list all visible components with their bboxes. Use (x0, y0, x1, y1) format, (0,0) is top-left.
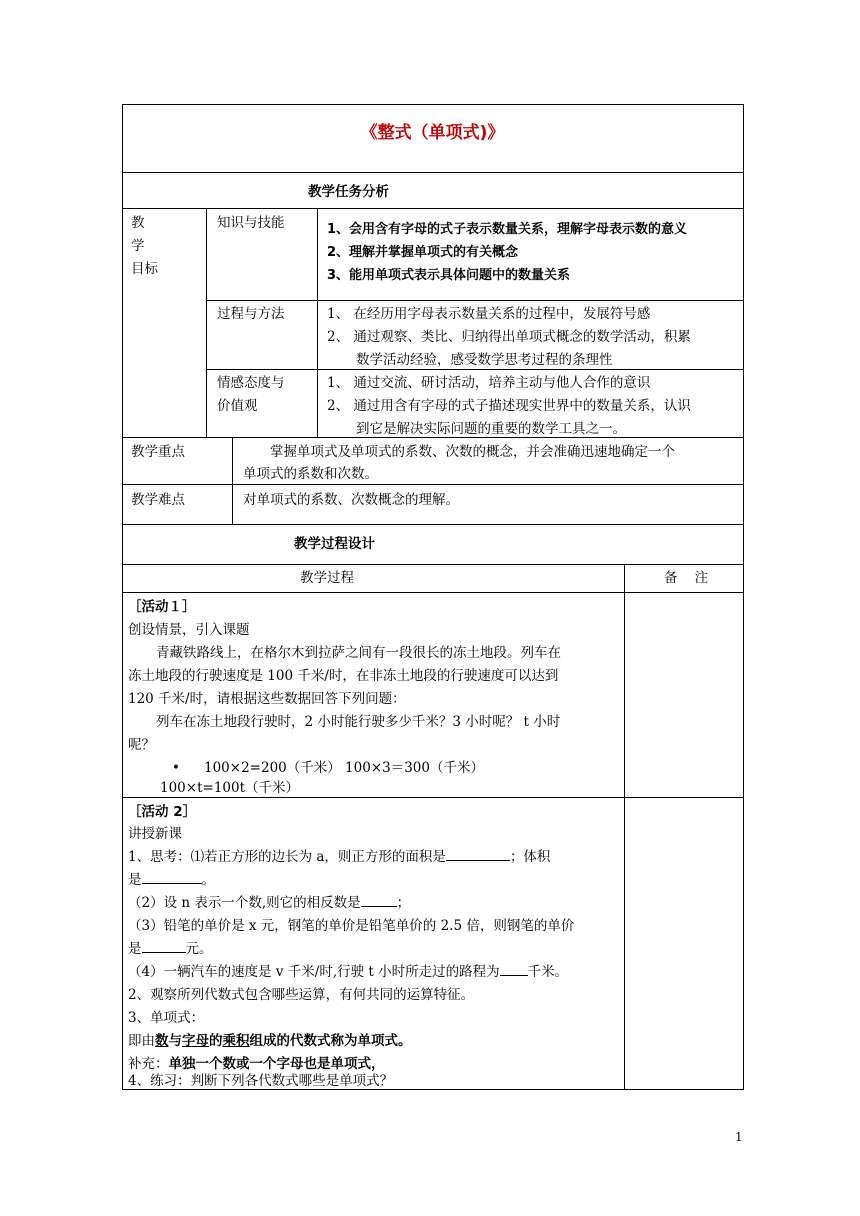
knowledge-item-3: 3、能用单项式表示具体问题中的数量关系 (327, 268, 571, 283)
def-product: 乘积 (222, 1033, 250, 1049)
activity2-line-8: 2、观察所列代数式包含哪些运算，有何共同的运算特征。 (128, 987, 475, 1003)
q2-blank (361, 892, 397, 907)
def-of: 的 (209, 1033, 223, 1049)
key-point-line-1: 掌握单项式及单项式的系数、次数的概念，并会准确迅速地确定一个 (270, 444, 675, 460)
activity2-line-10 (128, 1030, 412, 1053)
objectives-label-1: 教 (131, 215, 145, 231)
q1-volume-suffix: 。 (201, 872, 215, 888)
emotion-label-2: 价值观 (217, 398, 258, 414)
def-letter: 字母 (182, 1033, 209, 1049)
emotion-label-1: 情感态度与 (217, 375, 285, 391)
q1-area-blank (446, 846, 510, 861)
process-item-2-cont: 数学活动经验，感受数学思考过程的条理性 (356, 352, 613, 368)
supplement-text: 单独一个数或一个字母也是单项式， (168, 1056, 385, 1072)
activity2-line-1: 讲授新课 (128, 826, 182, 842)
q3-suffix: 元。 (185, 941, 213, 957)
activity2-line-9: 3、单项式： (128, 1010, 205, 1026)
emotion-item-2-cont: 到它是解决实际问题的重要的数学工具之一。 (356, 421, 626, 437)
section-task-analysis: 教学任务分析 (308, 184, 389, 200)
def-rest: 组成的代数式称为单项式。 (249, 1033, 412, 1049)
activity1-line-5: 列车在冻土地段行驶时，2 小时能行驶多少千米？3 小时呢？ t 小时 (156, 714, 561, 730)
q4-suffix: 千米。 (527, 964, 569, 980)
objectives-label-3: 目标 (131, 261, 158, 277)
page-number: 1 (735, 1130, 743, 1144)
q2-text: （2）设 n 表示一个数,则它的相反数是 (128, 895, 361, 911)
activity2-line-6 (128, 938, 213, 961)
activity2-line-7 (128, 961, 568, 984)
q4-blank (500, 961, 528, 976)
activity2-line-3 (128, 869, 215, 892)
activity1-line-7: 100×2=200（千米） 100×3＝300（千米） (204, 760, 484, 776)
process-item-1: 1、 在经历用字母表示数量关系的过程中，发展符号感 (327, 306, 651, 322)
q1-volume-blank (142, 869, 202, 884)
activity1-line-2: 青藏铁路线上，在格尔木到拉萨之间有一段很长的冻土地段。列车在 (156, 645, 561, 661)
supplement-label: 补充： (128, 1056, 169, 1072)
activity1-line-6: 呢？ (128, 737, 155, 753)
q2-suffix: ； (396, 895, 411, 911)
difficulty-label: 教学难点 (131, 492, 185, 508)
activity2-line-4 (128, 892, 410, 915)
section-process-design: 教学过程设计 (294, 536, 375, 552)
knowledge-label: 知识与技能 (217, 215, 285, 231)
q1-volume-prefix: 是 (128, 872, 142, 888)
q3-blank (142, 938, 186, 953)
knowledge-item-2: 2、理解并掌握单项式的有关概念 (327, 245, 519, 260)
process-header-right: 备 注 (664, 570, 709, 586)
emotion-item-1: 1、 通过交流、研讨活动，培养主动与他人合作的意识 (327, 375, 651, 391)
activity2-tag: ［活动 2］ (128, 804, 197, 820)
key-point-line-2: 单项式的系数和次数。 (243, 466, 378, 482)
objectives-label-2: 学 (131, 238, 145, 254)
activity1-line-3: 冻土地段的行驶速度是 100 千米/时，在非冻土地段的行驶速度可以达到 (128, 668, 559, 684)
q4-text: （4）一辆汽车的速度是 v 千米/时,行驶 t 小时所走过的路程为 (128, 964, 500, 980)
activity1-bullet: • (172, 760, 180, 776)
activity1-tag: ［活动１］ (128, 599, 196, 615)
emotion-item-2: 2、 通过用含有字母的式子描述现实世界中的数量关系，认识 (327, 398, 691, 414)
knowledge-item-1: 1、会用含有字母的式子表示数量关系，理解字母表示数的意义 (327, 222, 688, 237)
process-header-left: 教学过程 (300, 570, 354, 586)
activity1-line-8: 100×t=100t（千米） (160, 780, 300, 796)
q1-text-2: ；体积 (509, 849, 551, 865)
def-and: 与 (168, 1033, 182, 1049)
def-number: 数 (155, 1033, 169, 1049)
page-title: 《整式（单项式)》 (360, 123, 505, 143)
activity2-line-12: 4、练习：判断下列各代数式哪些是单项式？ (128, 1073, 394, 1089)
q3-prefix: 是 (128, 941, 142, 957)
key-point-label: 教学重点 (131, 444, 185, 460)
activity2-line-2 (128, 846, 550, 869)
activity1-line-4: 120 千米/时，请根据这些数据回答下列问题： (128, 691, 406, 707)
activity1-line-1: 创设情景，引入课题 (128, 622, 250, 638)
def-part-1: 即由 (128, 1033, 155, 1049)
difficulty-text: 对单项式的系数、次数概念的理解。 (243, 492, 459, 508)
process-item-2: 2、 通过观察、类比、归纳得出单项式概念的数学活动，积累 (327, 329, 691, 345)
activity2-line-5: （3）铅笔的单价是 x 元，钢笔的单价是铅笔单价的 2.5 倍，则钢笔的单价 (128, 918, 575, 934)
q1-text: 1、思考：⑴若正方形的边长为 a，则正方形的面积是 (128, 849, 446, 865)
process-label: 过程与方法 (217, 306, 285, 322)
